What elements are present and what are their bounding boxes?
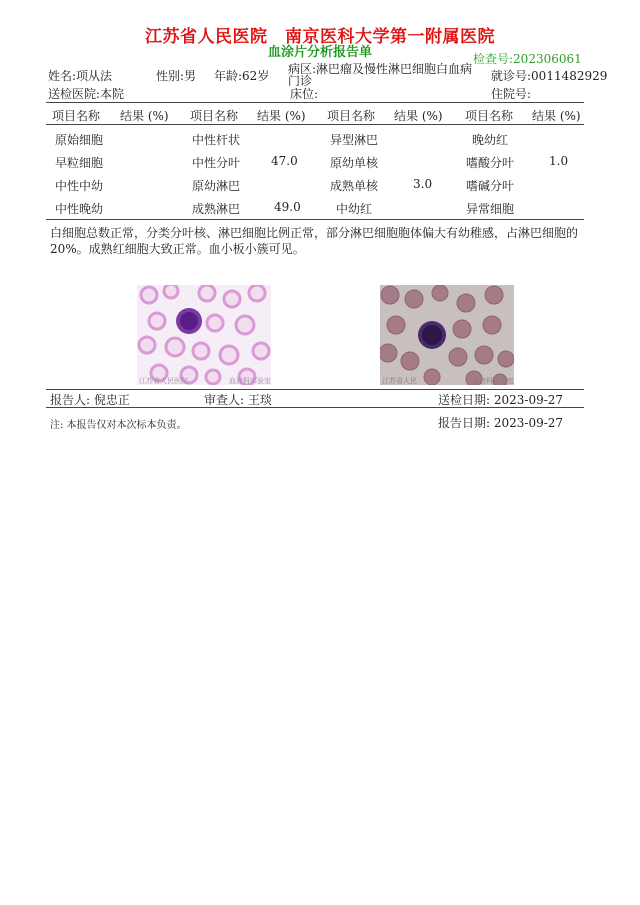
item-name: 中幼红 bbox=[336, 202, 373, 216]
item-name: 中性分叶 bbox=[192, 156, 241, 170]
divider-footer bbox=[46, 389, 584, 390]
item-name: 中性中幼 bbox=[55, 179, 104, 193]
col-result-3: 结果 (%) bbox=[394, 109, 443, 123]
summary-text: 白细胞总数正常，分类分叶核、淋巴细胞比例正常，部分淋巴细胞胞体偏大有幼稚感，占淋巴细胞的20%。成熟红细胞大致正常。血小板小簇可见。 bbox=[50, 226, 579, 256]
item-name: 成熟淋巴 bbox=[192, 202, 241, 216]
divider-top bbox=[46, 102, 584, 103]
item-name: 嗜酸分叶 bbox=[466, 156, 515, 170]
watermark: 血液科实验室 bbox=[229, 377, 271, 385]
watermark: 江苏省人民 bbox=[382, 377, 417, 385]
report-title: 血涂片分析报告单 bbox=[267, 45, 372, 60]
item-name: 早粒细胞 bbox=[55, 156, 104, 170]
ward: 病区:淋巴瘤及慢性淋巴细胞白血病门诊 bbox=[288, 62, 473, 88]
visit-number: 就诊号:0011482929 bbox=[491, 69, 608, 83]
sending-hospital: 送检医院:本院 bbox=[48, 87, 125, 101]
col-item-2: 项目名称 bbox=[190, 109, 239, 123]
item-name: 中性杆状 bbox=[192, 133, 241, 147]
item-result: 47.0 bbox=[271, 154, 298, 168]
watermark: 血液科实验室 bbox=[472, 377, 514, 385]
patient-sex: 性别:男 bbox=[156, 69, 197, 83]
blood-smear-image-right bbox=[380, 285, 514, 385]
patient-name: 姓名:项从法 bbox=[48, 69, 113, 83]
bed: 床位: bbox=[290, 87, 319, 101]
col-item-4: 项目名称 bbox=[465, 109, 514, 123]
col-result-4: 结果 (%) bbox=[532, 109, 581, 123]
send-date: 送检日期: 2023-09-27 bbox=[438, 393, 564, 407]
disclaimer-note: 注: 本报告仅对本次标本负责。 bbox=[50, 420, 187, 431]
item-name: 异型淋巴 bbox=[330, 133, 379, 147]
col-result-2: 结果 (%) bbox=[257, 109, 306, 123]
hospital-name: 江苏省人民医院 南京医科大学第一附属医院 bbox=[145, 27, 495, 47]
item-name: 成熟单核 bbox=[330, 179, 379, 193]
item-name: 晚幼红 bbox=[472, 133, 509, 147]
col-item-1: 项目名称 bbox=[52, 109, 101, 123]
watermark: 江苏省人民医院 bbox=[139, 377, 188, 385]
col-item-3: 项目名称 bbox=[327, 109, 376, 123]
item-name: 异常细胞 bbox=[466, 202, 515, 216]
reporter: 报告人: 倪忠正 bbox=[50, 393, 130, 407]
item-name: 中性晚幼 bbox=[55, 202, 104, 216]
item-result: 3.0 bbox=[413, 177, 433, 191]
divider-table-bottom bbox=[46, 219, 584, 220]
item-result: 1.0 bbox=[549, 154, 569, 168]
patient-age: 年龄:62岁 bbox=[214, 69, 270, 83]
item-name: 嗜碱分叶 bbox=[466, 179, 515, 193]
item-name: 原幼淋巴 bbox=[192, 179, 241, 193]
reviewer: 审查人: 王琰 bbox=[204, 393, 272, 407]
item-result: 49.0 bbox=[274, 200, 301, 214]
divider-bottom bbox=[46, 407, 584, 408]
item-name: 原始细胞 bbox=[55, 133, 104, 147]
inpatient-number: 住院号: bbox=[491, 87, 532, 101]
item-name: 原幼单核 bbox=[330, 156, 379, 170]
blood-smear-image-left bbox=[137, 285, 271, 385]
report-date: 报告日期: 2023-09-27 bbox=[438, 416, 564, 430]
divider-table-header bbox=[46, 124, 584, 125]
exam-number: 检查号:202306061 bbox=[473, 52, 582, 66]
col-result-1: 结果 (%) bbox=[120, 109, 169, 123]
